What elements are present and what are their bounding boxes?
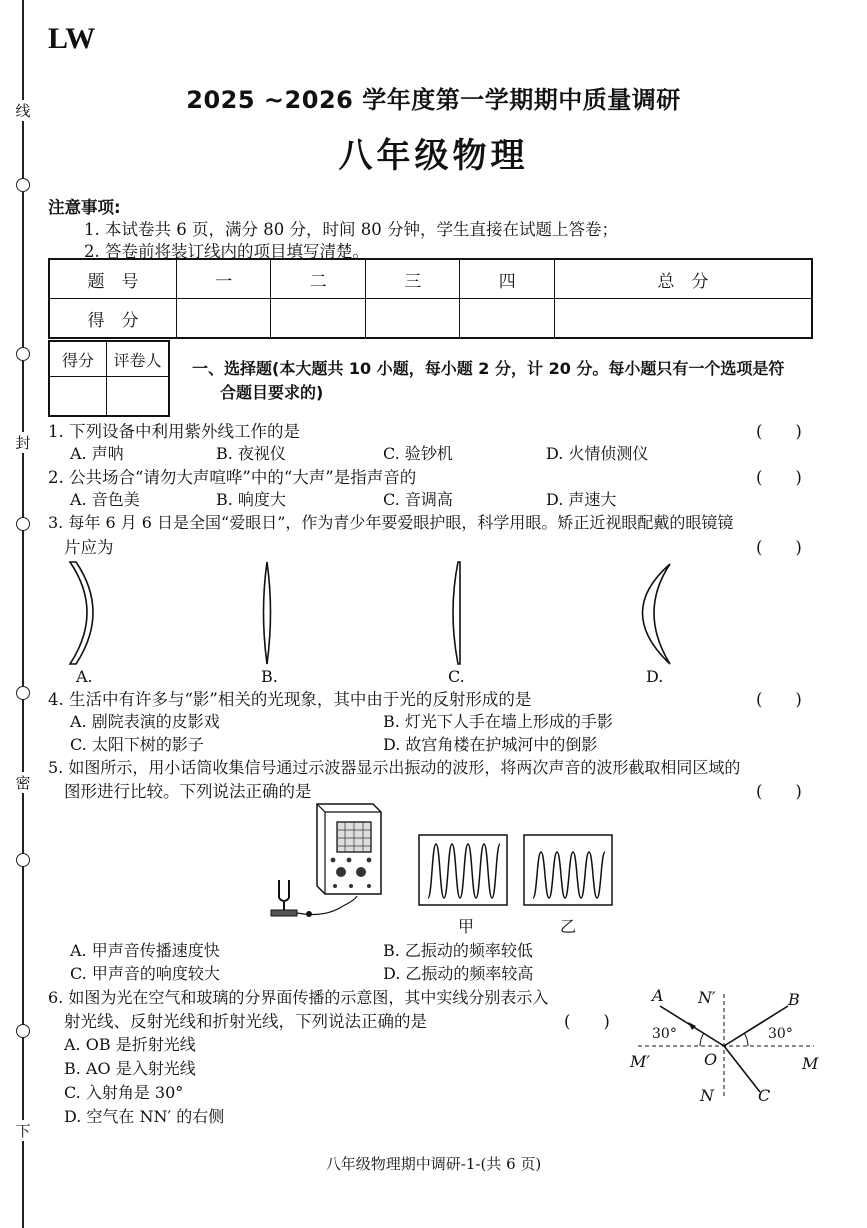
question-2-stem: 2. 公共场合“请勿大声喧哗”中的“大声”是指声音的	[48, 468, 417, 487]
label-o: O	[704, 1050, 718, 1069]
question-6-stem: 6. 如图为光在空气和玻璃的分界面传播的示意图，其中实线分别表示入	[48, 988, 549, 1007]
option-d[interactable]: D. 火情侦测仪	[546, 444, 649, 463]
score-cell[interactable]	[365, 299, 459, 339]
grader-score-label: 得分	[49, 341, 107, 377]
lens-label-a[interactable]: A.	[76, 667, 93, 686]
option-a[interactable]: A. 声呐	[70, 444, 124, 463]
option-c[interactable]: C. 甲声音的响度较大	[70, 964, 220, 983]
grader-box	[48, 340, 170, 417]
lens-b-icon	[264, 562, 271, 664]
score-table	[48, 258, 813, 339]
section-heading: 一、选择题(本大题共 10 小题，每小题 2 分，计 20 分。每小题只有一个选项是符	[192, 359, 785, 378]
angle-label-right: 30°	[768, 1026, 793, 1042]
grader-name-cell[interactable]	[107, 377, 170, 417]
score-cell[interactable]	[271, 299, 365, 339]
binding-hole	[16, 178, 30, 192]
option-d[interactable]: D. 乙振动的频率较高	[383, 964, 534, 983]
option-b[interactable]: B. 灯光下人手在墙上形成的手影	[383, 712, 613, 731]
label-a: A	[652, 986, 664, 1005]
answer-paren[interactable]: ( )	[756, 782, 802, 801]
option-d[interactable]: D. 故宫角楼在护城河中的倒影	[383, 735, 598, 754]
binding-char-feng: 封	[15, 434, 31, 452]
angle-arc-left	[700, 1033, 704, 1046]
answer-paren[interactable]: ( )	[756, 690, 802, 709]
lens-options-figure	[60, 560, 780, 670]
option-b[interactable]: B. AO 是入射光线	[64, 1059, 196, 1078]
exam-title: 2025 ~2026 学年度第一学期期中质量调研	[186, 86, 681, 114]
question-3-stem-cont: 片应为	[64, 538, 114, 557]
angle-arc-right	[744, 1033, 748, 1046]
score-table-header: 题 号	[49, 259, 177, 299]
arrow-icon	[688, 1022, 696, 1030]
subject-title: 八年级物理	[338, 136, 529, 176]
label-n: N	[700, 1086, 714, 1105]
lens-c-icon	[453, 562, 460, 664]
grader-name-label: 评卷人	[107, 341, 170, 377]
question-3-stem: 3. 每年 6 月 6 日是全国“爱眼日”，作为青少年要爱眼护眼，科学用眼。矫正近视眼配戴的眼镜镜	[48, 513, 734, 532]
option-c[interactable]: C. 太阳下树的影子	[70, 735, 204, 754]
question-6-stem-cont: 射光线、反射光线和折射光线，下列说法正确的是	[64, 1012, 427, 1031]
paper-code: LW	[48, 22, 96, 55]
binding-hole	[16, 347, 30, 361]
option-c[interactable]: C. 入射角是 30°	[64, 1083, 184, 1102]
option-a[interactable]: A. 甲声音传播速度快	[70, 941, 220, 960]
question-5-stem-cont: 图形进行比较。下列说法正确的是	[64, 782, 312, 801]
question-5-stem: 5. 如图所示，用小话筒收集信号通过示波器显示出振动的波形，将两次声音的波形截取相同区域的	[48, 758, 741, 777]
score-table-header: 二	[271, 259, 365, 299]
notice-item: 2. 答卷前将装订线内的项目填写清楚。	[84, 242, 369, 261]
option-a[interactable]: A. 音色美	[70, 490, 140, 509]
oscilloscope-icon	[317, 804, 381, 894]
binding-margin	[12, 0, 34, 1228]
score-cell[interactable]	[177, 299, 271, 339]
answer-paren[interactable]: ( )	[756, 468, 802, 487]
score-table-header: 总 分	[554, 259, 812, 299]
option-b[interactable]: B. 夜视仪	[216, 444, 286, 463]
score-table-header: 四	[460, 259, 554, 299]
waveform-yi	[523, 834, 613, 906]
angle-label-left: 30°	[652, 1026, 677, 1042]
section-heading-cont: 合题目要求的)	[220, 383, 324, 402]
notice-item: 1. 本试卷共 6 页，满分 80 分，时间 80 分钟，学生直接在试题上答卷；	[84, 220, 618, 239]
question-4-stem: 4. 生活中有许多与“影”相关的光现象，其中由于光的反射形成的是	[48, 690, 532, 709]
lens-label-c[interactable]: C.	[448, 667, 465, 686]
label-m-prime: M′	[630, 1052, 651, 1071]
option-a[interactable]: A. 剧院表演的皮影戏	[70, 712, 220, 731]
answer-paren[interactable]: ( )	[756, 422, 802, 441]
option-c[interactable]: C. 音调高	[383, 490, 453, 509]
label-n-prime: N′	[698, 988, 716, 1007]
binding-hole	[16, 686, 30, 700]
option-d[interactable]: D. 声速大	[546, 490, 617, 509]
label-m: M	[802, 1054, 819, 1073]
binding-hole	[16, 853, 30, 867]
option-a[interactable]: A. OB 是折射光线	[64, 1035, 196, 1054]
binding-hole	[16, 1024, 30, 1038]
score-row-label: 得 分	[49, 299, 177, 339]
answer-paren[interactable]: ( )	[756, 538, 802, 557]
label-c: C	[758, 1086, 771, 1105]
score-cell[interactable]	[554, 299, 812, 339]
binding-char-xia: 下	[15, 1122, 31, 1140]
label-b: B	[788, 990, 800, 1009]
wave-label-yi: 乙	[560, 917, 577, 936]
lens-d-icon	[643, 564, 671, 664]
notice-heading: 注意事项:	[48, 198, 121, 217]
waveform-jia	[418, 834, 508, 906]
ray-oc	[724, 1046, 760, 1092]
question-1-stem: 1. 下列设备中利用紫外线工作的是	[48, 422, 300, 441]
lens-label-b[interactable]: B.	[261, 667, 278, 686]
binding-hole	[16, 517, 30, 531]
option-d[interactable]: D. 空气在 NN′ 的右侧	[64, 1107, 225, 1126]
option-c[interactable]: C. 验钞机	[383, 444, 453, 463]
option-b[interactable]: B. 响度大	[216, 490, 286, 509]
answer-paren[interactable]: ( )	[564, 1012, 610, 1031]
lens-label-d[interactable]: D.	[646, 667, 664, 686]
binding-char-mi: 密	[15, 774, 31, 792]
score-table-header: 三	[365, 259, 459, 299]
binding-char-xian: 线	[15, 102, 31, 120]
score-cell[interactable]	[460, 299, 554, 339]
grader-score-cell[interactable]	[49, 377, 107, 417]
oscilloscope-figure	[265, 800, 405, 922]
score-table-header: 一	[177, 259, 271, 299]
lens-a-icon	[70, 562, 93, 664]
page-footer: 八年级物理期中调研-1-(共 6 页)	[325, 1155, 542, 1173]
option-b[interactable]: B. 乙振动的频率较低	[383, 941, 533, 960]
wave-label-jia: 甲	[458, 917, 475, 936]
